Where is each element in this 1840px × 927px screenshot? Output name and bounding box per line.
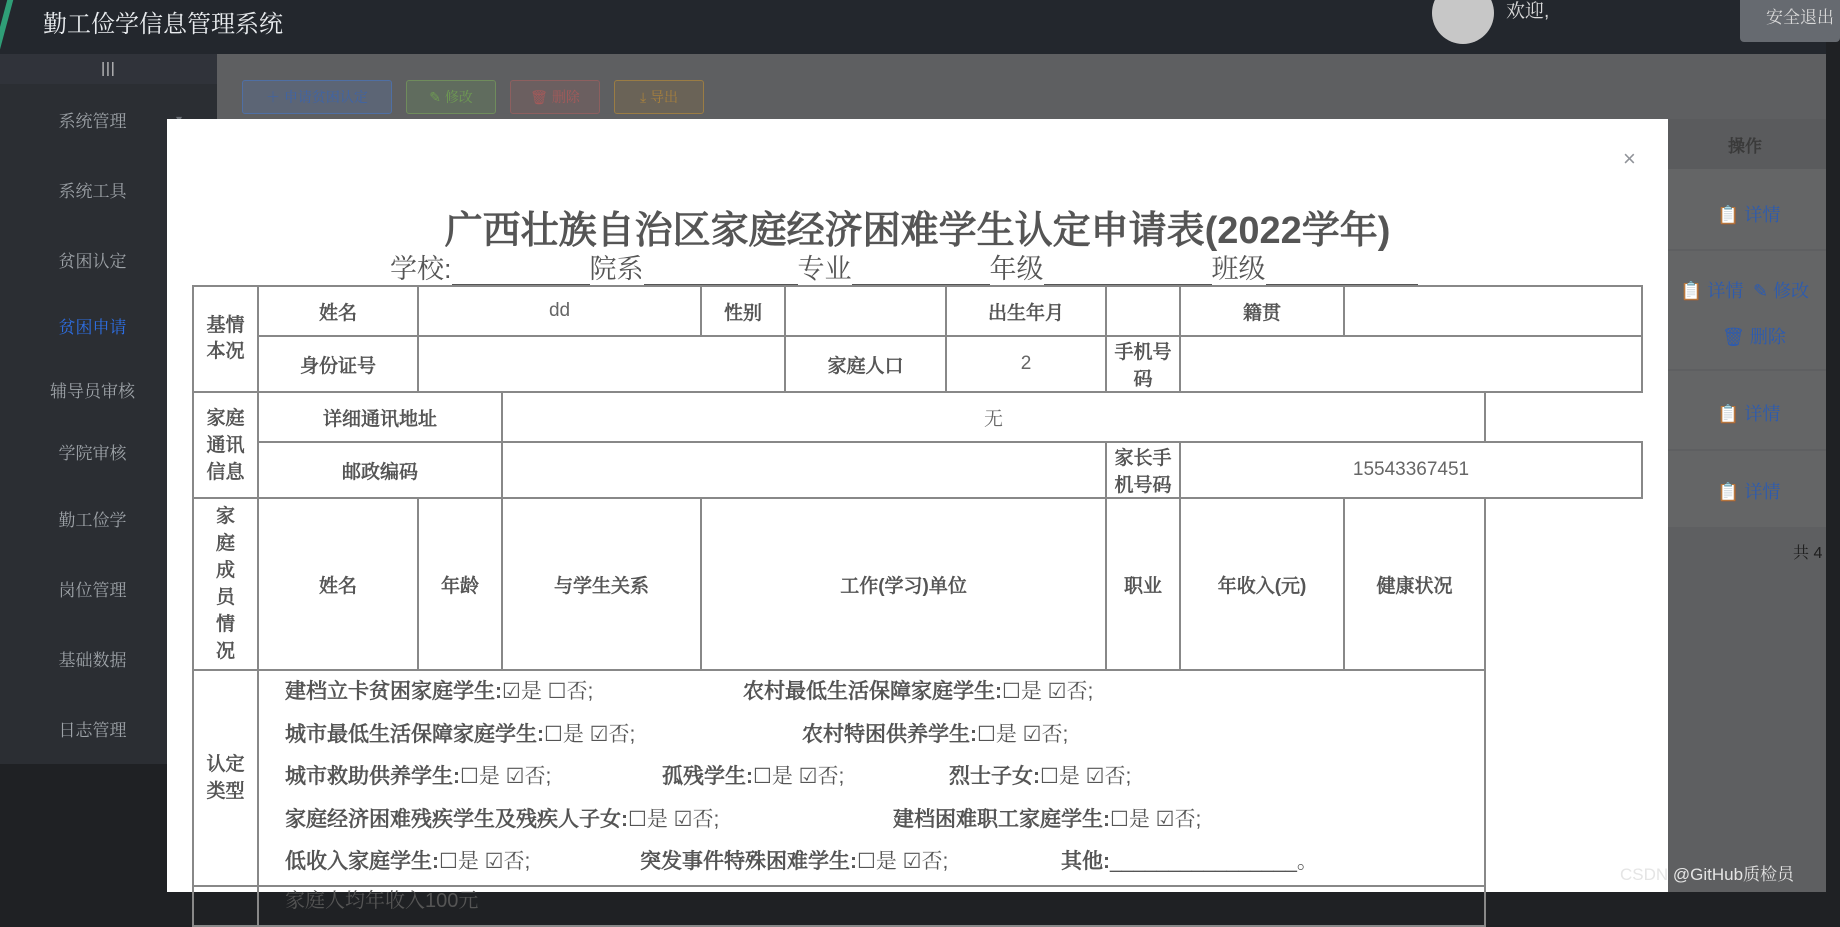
export-button[interactable] bbox=[614, 80, 704, 114]
type-key: 烈士子女: bbox=[949, 765, 1040, 789]
postcode-label: 邮政编码 bbox=[258, 442, 502, 498]
table-row bbox=[1667, 251, 1826, 369]
edit-button-label: 修改 bbox=[444, 89, 473, 105]
member-col-relation: 与学生关系 bbox=[502, 498, 701, 670]
delete-button[interactable] bbox=[510, 80, 600, 114]
logout-button[interactable]: 安全退出 bbox=[1740, 0, 1840, 42]
birth-label: 出生年月 bbox=[946, 286, 1106, 336]
type-key: 城市救助供养学生: bbox=[285, 765, 460, 789]
export-button-label: 导出 bbox=[650, 89, 679, 105]
type-value[interactable]: ☐是 ☑否; bbox=[1040, 765, 1132, 789]
edit-button[interactable] bbox=[406, 80, 496, 114]
sidebar-item-work-study[interactable]: 勤工俭学 bbox=[58, 511, 127, 530]
type-value[interactable]: ☐是 ☑否; bbox=[977, 722, 1069, 746]
native-label: 籍贯 bbox=[1180, 286, 1344, 336]
type-row bbox=[285, 756, 1484, 799]
grade-blank bbox=[1044, 256, 1212, 286]
type-key: 其他: bbox=[1061, 850, 1110, 874]
income-section-label bbox=[193, 886, 258, 926]
detail-link[interactable]: 📋 详情 bbox=[1680, 281, 1744, 301]
form-subtitle bbox=[390, 247, 1418, 286]
close-icon[interactable]: × bbox=[1623, 146, 1636, 171]
postcode-value bbox=[502, 442, 1106, 498]
id-label: 身份证号 bbox=[258, 336, 418, 392]
type-row bbox=[285, 671, 1484, 714]
id-value bbox=[418, 336, 785, 392]
welcome-text: 欢迎, bbox=[1506, 1, 1550, 22]
grade-label: 年级 bbox=[989, 254, 1044, 284]
major-blank bbox=[852, 256, 990, 286]
type-value[interactable]: ☐是 ☑否; bbox=[1110, 807, 1202, 831]
family-size-label: 家庭人口 bbox=[785, 336, 946, 392]
members-section-label: 家 庭 成 员 情 况 bbox=[193, 498, 258, 670]
delete-button-label: 删除 bbox=[551, 89, 580, 105]
apply-button-label: 申请贫困认定 bbox=[283, 89, 368, 105]
member-col-workplace: 工作(学习)单位 bbox=[701, 498, 1106, 670]
income-note: 家庭人均年收入100元 bbox=[258, 886, 1485, 926]
sidebar-item-college-review[interactable]: 学院审核 bbox=[58, 444, 127, 463]
pagination-total: 共 4 bbox=[1793, 545, 1823, 562]
type-row bbox=[285, 841, 1484, 884]
class-blank bbox=[1266, 256, 1418, 286]
member-col-occupation: 职业 bbox=[1106, 498, 1180, 670]
school-blank bbox=[452, 256, 590, 286]
sidebar-item-post-management[interactable]: 岗位管理 bbox=[58, 581, 127, 600]
type-key: 孤残学生: bbox=[662, 765, 753, 789]
type-value[interactable]: ☐是 ☑否; bbox=[439, 850, 531, 874]
application-form-table bbox=[192, 285, 1643, 927]
member-col-name: 姓名 bbox=[258, 498, 418, 670]
sidebar-item-system-admin[interactable]: 系统管理 bbox=[58, 112, 127, 131]
member-col-income: 年收入(元) bbox=[1180, 498, 1344, 670]
sidebar-collapse-toggle[interactable]: ||| bbox=[0, 54, 217, 84]
apply-button[interactable] bbox=[242, 80, 392, 114]
type-value[interactable]: ☑是 ☐否; bbox=[502, 680, 594, 703]
detail-link-label: 详情 bbox=[1744, 482, 1781, 502]
phone-value bbox=[1180, 336, 1642, 392]
edit-link[interactable]: ✎ 修改 bbox=[1753, 281, 1810, 301]
type-key: 低收入家庭学生: bbox=[285, 850, 439, 874]
type-key: 建档立卡贫困家庭学生: bbox=[285, 680, 502, 703]
watermark: CSDN @GitHub质检员 bbox=[1620, 865, 1795, 884]
edit-icon: ✎ bbox=[429, 89, 445, 105]
name-label: 姓名 bbox=[258, 286, 418, 336]
type-key: 家庭经济困难残疾学生及残疾人子女: bbox=[285, 807, 628, 831]
native-value bbox=[1344, 286, 1642, 336]
type-key: 农村特困供养学生: bbox=[802, 722, 977, 746]
member-col-age: 年龄 bbox=[418, 498, 502, 670]
detail-link[interactable]: 📋 详情 bbox=[1717, 404, 1781, 424]
type-key: 城市最低生活保障家庭学生: bbox=[285, 722, 544, 746]
basic-section-label: 基情 本况 bbox=[193, 286, 258, 392]
download-icon: ⤓ bbox=[639, 89, 651, 105]
type-value[interactable]: ☐是 ☑否; bbox=[753, 765, 845, 789]
family-size-value: 2 bbox=[946, 336, 1106, 392]
type-row bbox=[285, 714, 1484, 757]
trash-icon: 🗑 bbox=[530, 89, 552, 105]
address-label: 详细通讯地址 bbox=[258, 392, 502, 442]
sidebar-item-poverty-application[interactable]: 贫困申请 bbox=[58, 318, 127, 337]
plus-icon: ＋ bbox=[266, 89, 284, 105]
brand-accent bbox=[0, 0, 13, 54]
edit-link-label: 修改 bbox=[1773, 281, 1810, 301]
class-label: 班级 bbox=[1211, 254, 1266, 284]
sidebar-item-poverty-recognition[interactable]: 贫困认定 bbox=[58, 252, 127, 271]
detail-link-label: 详情 bbox=[1744, 205, 1781, 225]
contact-section-label: 家庭 通讯 信息 bbox=[193, 392, 258, 498]
recognition-types bbox=[258, 670, 1485, 886]
type-section-label: 认定 类型 bbox=[193, 670, 258, 886]
dept-blank bbox=[644, 256, 798, 286]
form-title: 广西壮族自治区家庭经济困难学生认定申请表(2022学年) bbox=[444, 210, 1391, 252]
detail-link[interactable]: 📋 详情 bbox=[1717, 205, 1781, 225]
major-label: 专业 bbox=[797, 254, 852, 284]
type-value[interactable]: ☐是 ☑否; bbox=[460, 765, 552, 789]
address-value: 无 bbox=[502, 392, 1485, 442]
ops-column-header: 操作 bbox=[1728, 137, 1762, 156]
parent-phone-value: 15543367451 bbox=[1180, 442, 1642, 498]
detail-link[interactable]: 📋 详情 bbox=[1717, 482, 1781, 502]
type-key: 突发事件特殊困难学生: bbox=[640, 850, 857, 874]
type-key: 建档困难职工家庭学生: bbox=[893, 807, 1110, 831]
type-key: 农村最低生活保障家庭学生: bbox=[743, 680, 1002, 703]
type-value[interactable]: ☐是 ☑否; bbox=[628, 807, 720, 831]
type-value[interactable]: ☐是 ☑否; bbox=[857, 850, 949, 874]
school-label: 学校: bbox=[390, 254, 452, 284]
sidebar-item-counselor-review[interactable]: 辅导员审核 bbox=[50, 382, 135, 401]
type-row bbox=[285, 799, 1484, 842]
phone-label: 手机号码 bbox=[1106, 336, 1180, 392]
app-title: 勤工俭学信息管理系统 bbox=[43, 11, 283, 38]
dept-label: 院系 bbox=[589, 254, 644, 284]
birth-value bbox=[1106, 286, 1180, 336]
avatar[interactable] bbox=[1432, 0, 1494, 44]
sidebar-item-system-tools[interactable]: 系统工具 bbox=[58, 182, 127, 201]
delete-link-label: 删除 bbox=[1749, 327, 1786, 347]
gender-value bbox=[785, 286, 946, 336]
member-col-health: 健康状况 bbox=[1344, 498, 1485, 670]
sidebar-item-basic-data[interactable]: 基础数据 bbox=[58, 651, 127, 670]
application-form-dialog bbox=[167, 119, 1668, 912]
gender-label: 性别 bbox=[701, 286, 785, 336]
top-bar bbox=[0, 0, 1834, 54]
detail-link-label: 详情 bbox=[1707, 281, 1744, 301]
detail-link-label: 详情 bbox=[1744, 404, 1781, 424]
parent-phone-label: 家长手机号码 bbox=[1106, 442, 1180, 498]
delete-link[interactable]: 🗑 删除 bbox=[1722, 327, 1786, 347]
type-value[interactable]: ☐是 ☑否; bbox=[1002, 680, 1094, 703]
type-value: ________________。 bbox=[1110, 850, 1318, 874]
type-value[interactable]: ☐是 ☑否; bbox=[544, 722, 636, 746]
name-value: dd bbox=[418, 286, 701, 336]
sidebar-item-logs[interactable]: 日志管理 bbox=[58, 721, 127, 740]
